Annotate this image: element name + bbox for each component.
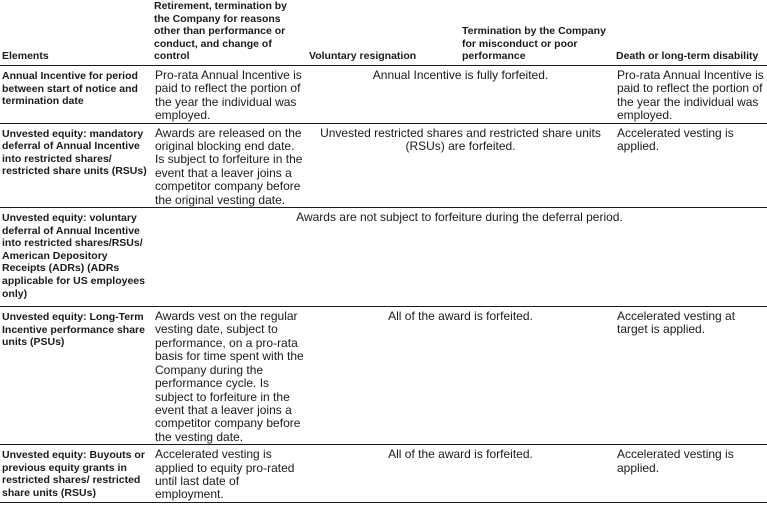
header-death-disability: Death or long-term disability [614,0,767,66]
header-row [0,0,767,66]
header-misconduct: Termination by the Company for misconduct or poor performance [460,0,614,66]
row-element-label: Unvested equity: voluntary deferral of Annual Incentive into restricted shares/RSUs/ American Depository Receipts (ADRs) (ADRs applicable for US employees only) [0,208,152,307]
header-elements: Elements [0,0,152,66]
row-element-label: Unvested equity: Long-Term Incentive performance share units (PSUs) [0,307,152,445]
row-element-label: Unvested equity: Buyouts or previous equity grants in restricted shares/ restricted share units (RSUs) [0,445,152,503]
cell-resignation-misconduct: Unvested restricted shares and restricted share units (RSUs) are forfeited. [307,123,614,207]
cell-retirement: Awards are released on the original blocking end date. Is subject to forfeiture in the event that a leaver joins a competitor company before the original vesting date. [152,123,307,207]
cell-death-disability: Accelerated vesting is applied. [614,445,767,503]
cell-death-disability: Accelerated vesting at target is applied. [614,307,767,445]
table-row [0,123,767,207]
table-row [0,208,767,307]
cell-resignation-misconduct: All of the award is forfeited. [307,445,614,503]
row-element-label: Unvested equity: mandatory deferral of Annual Incentive into restricted shares/ restricted share units (RSUs) [0,123,152,207]
cell-resignation-misconduct: Annual Incentive is fully forfeited. [307,66,614,124]
cell-retirement: Awards vest on the regular vesting date, subject to performance, on a pro-rata basis for time spent with the Company during the performance cycle. Is subject to forfeiture in the event that a leaver joins a competitor company before the vesting date. [152,307,307,445]
header-voluntary-resignation: Voluntary resignation [307,0,460,66]
table-row [0,445,767,503]
cell-death-disability: Pro-rata Annual Incentive is paid to reflect the portion of the year the individual was employed. [614,66,767,124]
cell-resignation-misconduct: All of the award is forfeited. [307,307,614,445]
header-retirement: Retirement, termination by the Company for reasons other than performance or conduct, and change of control [152,0,307,66]
cell-all-scenarios: Awards are not subject to forfeiture during the deferral period. [152,208,767,307]
table-row [0,307,767,445]
cell-death-disability: Accelerated vesting is applied. [614,123,767,207]
row-element-label: Annual Incentive for period between start of notice and termination date [0,66,152,124]
table-row [0,66,767,124]
cell-retirement: Accelerated vesting is applied to equity pro-rated until last date of employment. [152,445,307,503]
cell-retirement: Pro-rata Annual Incentive is paid to reflect the portion of the year the individual was employed. [152,66,307,124]
